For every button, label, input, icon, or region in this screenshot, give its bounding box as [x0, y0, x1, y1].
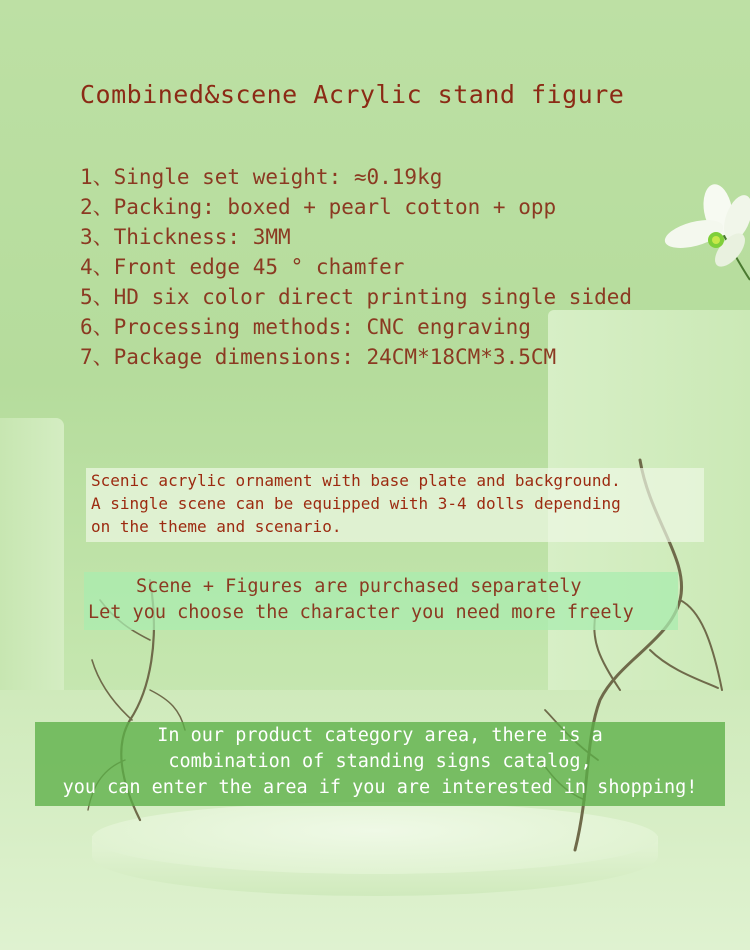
page-title: Combined&scene Acrylic stand figure: [80, 80, 625, 109]
spec-item-weight: 1、Single set weight: ≈0.19kg: [80, 165, 443, 189]
notice-line: Let you choose the character you need more freely: [88, 602, 634, 623]
shopping-line: you can enter the area if you are interested in shopping!: [62, 777, 698, 798]
spec-item-thickness: 3、Thickness: 3MM: [80, 225, 291, 249]
notice-box: [84, 572, 678, 630]
shopping-banner: [35, 722, 725, 806]
spec-item-printing: 5、HD six color direct printing single sided: [80, 285, 633, 309]
description-box: [86, 468, 704, 542]
description-line: Scenic acrylic ornament with base plate and background.: [91, 471, 621, 490]
spec-list: [80, 162, 632, 372]
spec-item-processing: 6、Processing methods: CNC engraving: [80, 315, 531, 339]
description-line: on the theme and scenario.: [91, 517, 342, 536]
shopping-line: In our product category area, there is a: [157, 725, 603, 746]
shopping-line: combination of standing signs catalog,: [168, 751, 592, 772]
description-line: A single scene can be equipped with 3-4 dolls depending: [91, 494, 621, 513]
spec-item-dimensions: 7、Package dimensions: 24CM*18CM*3.5CM: [80, 345, 557, 369]
notice-line: Scene + Figures are purchased separately: [136, 576, 582, 597]
spec-item-chamfer: 4、Front edge 45 ° chamfer: [80, 255, 405, 279]
spec-item-packing: 2、Packing: boxed + pearl cotton + opp: [80, 195, 557, 219]
white-flower-icon: [658, 182, 750, 282]
